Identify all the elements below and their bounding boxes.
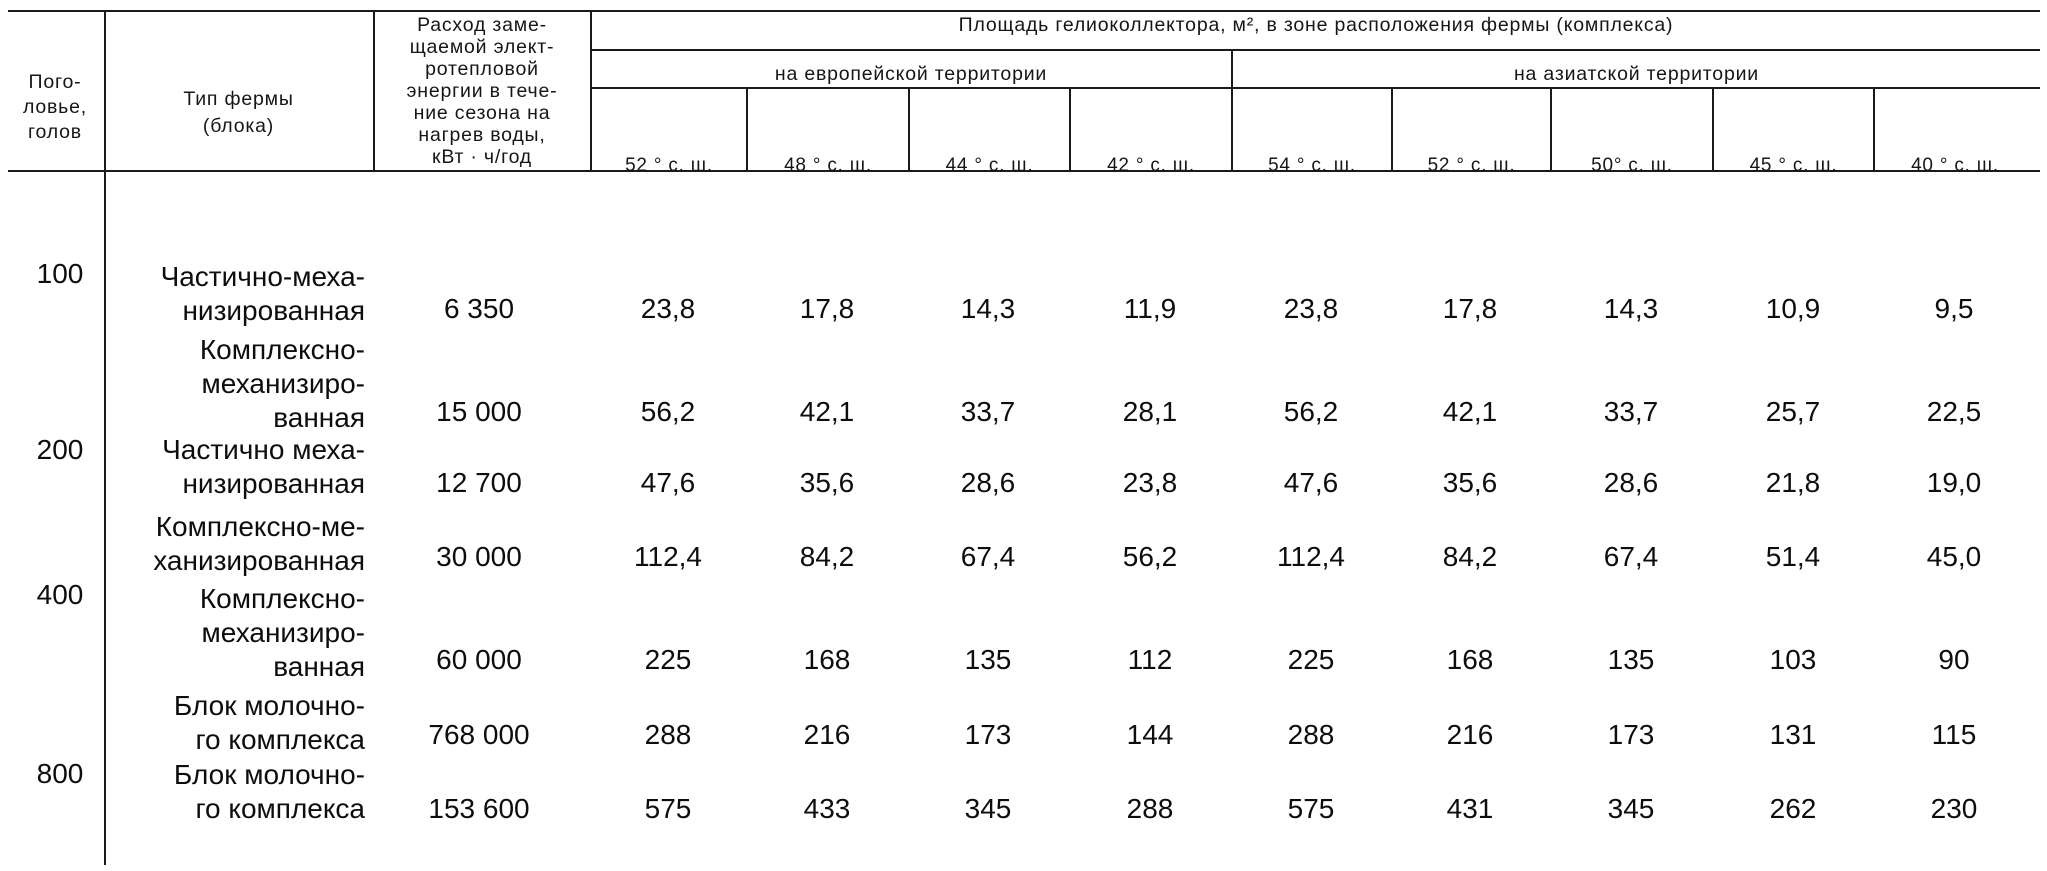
area-value-cell: 19,0 bbox=[1926, 467, 1982, 498]
header-energy: Расход заме- щаемой элект- ротепловой энергии в тече- ние сезона на нагрев воды, кВт · ч/год bbox=[406, 14, 558, 168]
header-latitude: 48 ° с. ш. bbox=[784, 155, 872, 176]
area-value-cell: 56,2 bbox=[1122, 541, 1178, 572]
farm-type-cell: Блок молочно- го комплекса bbox=[173, 690, 365, 755]
region-rule bbox=[590, 87, 2040, 89]
area-value-cell: 22,5 bbox=[1926, 396, 1982, 427]
area-value-cell: 33,7 bbox=[960, 396, 1016, 427]
area-value-cell: 23,8 bbox=[1283, 293, 1339, 324]
area-value-cell: 288 bbox=[1126, 793, 1174, 824]
area-value-cell: 14,3 bbox=[960, 293, 1016, 324]
area-value-cell: 575 bbox=[1287, 793, 1335, 824]
area-value-cell: 216 bbox=[1446, 719, 1494, 750]
area-value-cell: 9,5 bbox=[1934, 293, 1974, 324]
area-value-cell: 115 bbox=[1931, 719, 1977, 750]
farm-type-cell: Комплексно- механизиро- ванная bbox=[199, 334, 365, 433]
area-value-cell: 14,3 bbox=[1603, 293, 1659, 324]
area-value-cell: 42,1 bbox=[1442, 396, 1498, 427]
area-value-cell: 84,2 bbox=[799, 541, 855, 572]
farm-type-cell: Частично-меха- низированная bbox=[160, 261, 365, 326]
area-title-rule bbox=[590, 49, 2040, 51]
energy-cell: 153 600 bbox=[428, 793, 530, 824]
farm-type-cell: Комплексно-ме- ханизированная bbox=[153, 511, 365, 576]
area-value-cell: 23,8 bbox=[1122, 467, 1178, 498]
herd-cell: 400 bbox=[36, 579, 84, 610]
area-value-cell: 168 bbox=[1446, 644, 1494, 675]
area-value-cell: 431 bbox=[1446, 793, 1494, 824]
area-value-cell: 33,7 bbox=[1603, 396, 1659, 427]
energy-cell: 30 000 bbox=[436, 541, 522, 572]
area-value-cell: 135 bbox=[1607, 644, 1655, 675]
area-value-cell: 433 bbox=[803, 793, 851, 824]
area-value-cell: 35,6 bbox=[799, 467, 855, 498]
farm-type-cell: Частично меха- низированная bbox=[162, 434, 365, 499]
farm-type-cell: Комплексно- механизиро- ванная bbox=[199, 583, 365, 682]
area-value-cell: 262 bbox=[1769, 793, 1817, 824]
header-latitude: 50° с. ш. bbox=[1591, 155, 1673, 176]
area-value-cell: 84,2 bbox=[1442, 541, 1498, 572]
area-value-cell: 35,6 bbox=[1442, 467, 1498, 498]
area-value-cell: 42,1 bbox=[799, 396, 855, 427]
header-europe: на европейской территории bbox=[774, 63, 1048, 85]
header-latitude: 52 ° с. ш. bbox=[1427, 155, 1516, 176]
area-value-cell: 17,8 bbox=[1442, 293, 1498, 324]
area-value-cell: 288 bbox=[644, 719, 692, 750]
area-value-cell: 168 bbox=[803, 644, 851, 675]
area-value-cell: 28,6 bbox=[960, 467, 1016, 498]
energy-cell: 12 700 bbox=[436, 467, 522, 498]
area-value-cell: 112,4 bbox=[634, 541, 702, 572]
area-value-cell: 28,1 bbox=[1122, 396, 1178, 427]
area-value-cell: 112,4 bbox=[1277, 541, 1345, 572]
area-value-cell: 21,8 bbox=[1765, 467, 1821, 498]
area-value-cell: 288 bbox=[1287, 719, 1335, 750]
header-latitude: 54 ° с. ш. bbox=[1268, 155, 1356, 176]
area-value-cell: 10,9 bbox=[1765, 293, 1821, 324]
header-latitude: 52 ° с. ш. bbox=[625, 155, 713, 176]
area-value-cell: 25,7 bbox=[1765, 396, 1821, 427]
header-herd: Пого- ловье, голов bbox=[22, 71, 88, 143]
area-value-cell: 173 bbox=[1607, 719, 1655, 750]
area-value-cell: 225 bbox=[644, 644, 692, 675]
area-value-cell: 225 bbox=[1287, 644, 1335, 675]
header-asia: на азиатской территории bbox=[1513, 63, 1759, 85]
energy-cell: 6 350 bbox=[443, 293, 515, 324]
area-value-cell: 173 bbox=[964, 719, 1012, 750]
area-value-cell: 230 bbox=[1930, 793, 1978, 824]
energy-cell: 60 000 bbox=[436, 644, 522, 675]
farm-type-cell: Блок молочно- го комплекса bbox=[173, 759, 365, 824]
header-latitude: 40 ° с. ш. bbox=[1911, 155, 1999, 176]
area-value-cell: 47,6 bbox=[1283, 467, 1339, 498]
header-latitude: 42 ° с. ш. bbox=[1107, 155, 1195, 176]
area-value-cell: 11,9 bbox=[1123, 293, 1177, 324]
area-value-cell: 67,4 bbox=[1603, 541, 1659, 572]
area-value-cell: 67,4 bbox=[960, 541, 1016, 572]
header-latitude: 45 ° с. ш. bbox=[1749, 155, 1838, 176]
area-value-cell: 17,8 bbox=[799, 293, 855, 324]
area-value-cell: 28,6 bbox=[1603, 467, 1659, 498]
area-value-cell: 131 bbox=[1769, 719, 1817, 750]
header-area-title: Площадь гелиоколлектора, м², в зоне расположения фермы (комплекса) bbox=[958, 14, 1674, 36]
area-value-cell: 56,2 bbox=[640, 396, 696, 427]
area-value-cell: 135 bbox=[964, 644, 1012, 675]
area-value-cell: 51,4 bbox=[1765, 541, 1821, 572]
energy-cell: 768 000 bbox=[428, 719, 530, 750]
area-value-cell: 575 bbox=[644, 793, 692, 824]
energy-cell: 15 000 bbox=[436, 396, 522, 427]
herd-cell: 100 bbox=[36, 258, 84, 289]
area-value-cell: 23,8 bbox=[640, 293, 696, 324]
area-value-cell: 47,6 bbox=[640, 467, 696, 498]
area-value-cell: 56,2 bbox=[1283, 396, 1339, 427]
area-value-cell: 45,0 bbox=[1926, 541, 1982, 572]
area-value-cell: 216 bbox=[803, 719, 851, 750]
area-value-cell: 103 bbox=[1769, 644, 1817, 675]
area-value-cell: 345 bbox=[964, 793, 1012, 824]
header-farm-type: Тип фермы (блока) bbox=[183, 88, 294, 137]
area-value-cell: 90 bbox=[1938, 644, 1970, 675]
area-value-cell: 144 bbox=[1126, 719, 1174, 750]
herd-cell: 800 bbox=[36, 758, 84, 789]
herd-cell: 200 bbox=[36, 434, 84, 465]
area-value-cell: 112 bbox=[1127, 644, 1173, 675]
header-latitude: 44 ° с. ш. bbox=[945, 155, 1034, 176]
area-value-cell: 345 bbox=[1607, 793, 1655, 824]
